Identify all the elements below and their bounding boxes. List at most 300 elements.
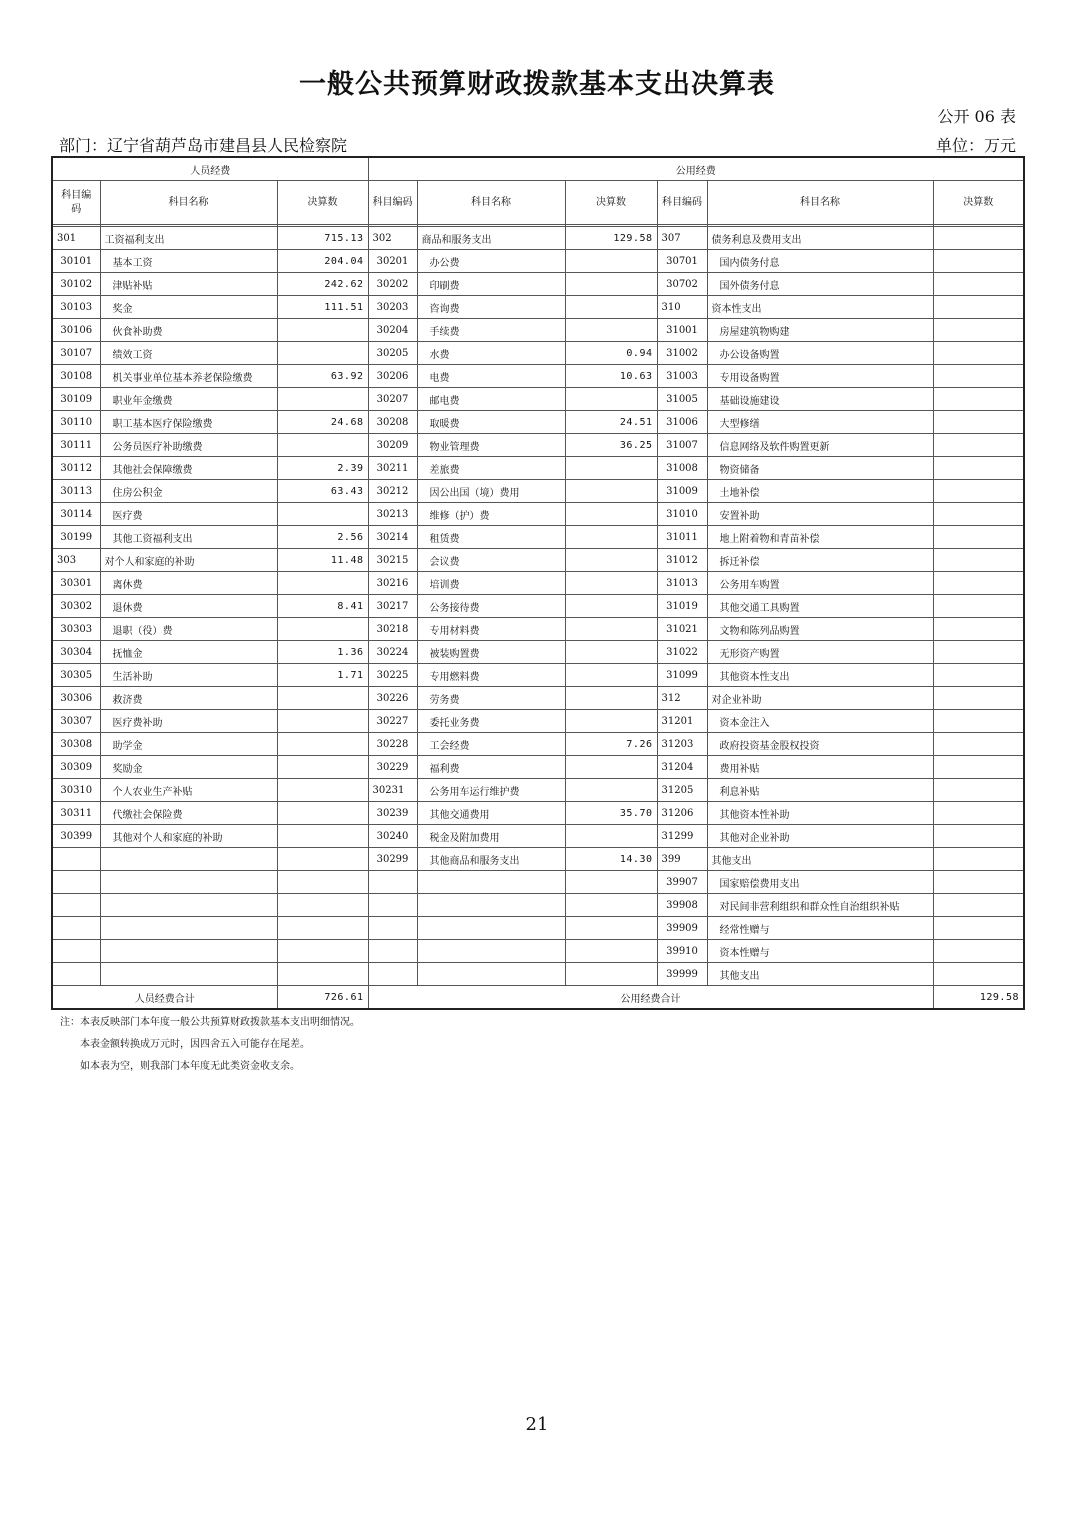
account-name-cell: 生活补助 <box>100 664 277 687</box>
table-row <box>52 894 1024 917</box>
account-name-cell: 福利费 <box>417 756 565 779</box>
account-name-cell <box>100 871 277 894</box>
amount-cell <box>933 365 1024 388</box>
amount-cell: 10.63 <box>565 365 657 388</box>
account-name-cell: 印刷费 <box>417 273 565 296</box>
account-name-cell: 奖金 <box>100 296 277 319</box>
account-code-cell: 30110 <box>52 411 100 434</box>
table-row <box>52 273 1024 296</box>
account-name-cell: 会议费 <box>417 549 565 572</box>
account-name-cell: 资本性赠与 <box>707 940 933 963</box>
account-name-cell: 土地补偿 <box>707 480 933 503</box>
note-line: 如本表为空，则我部门本年度无此类资金收支余。 <box>80 1061 300 1072</box>
account-name-cell: 安置补助 <box>707 503 933 526</box>
account-code-cell: 30205 <box>368 342 417 365</box>
table-row <box>52 756 1024 779</box>
account-name-cell: 其他商品和服务支出 <box>417 848 565 871</box>
amount-cell <box>933 388 1024 411</box>
amount-cell <box>565 664 657 687</box>
account-name-cell <box>417 917 565 940</box>
account-name-cell: 手续费 <box>417 319 565 342</box>
account-code-cell: 39909 <box>657 917 707 940</box>
amount-cell <box>933 641 1024 664</box>
amount-cell <box>933 917 1024 940</box>
account-code-cell: 30227 <box>368 710 417 733</box>
account-code-cell: 31206 <box>657 802 707 825</box>
account-name-cell <box>100 894 277 917</box>
table-row <box>52 710 1024 733</box>
account-code-cell: 30209 <box>368 434 417 457</box>
amount-cell: 715.13 <box>277 227 368 250</box>
account-name-cell: 水费 <box>417 342 565 365</box>
account-name-cell: 邮电费 <box>417 388 565 411</box>
table-row <box>52 825 1024 848</box>
amount-cell <box>277 503 368 526</box>
account-code-cell: 30240 <box>368 825 417 848</box>
account-name-cell: 其他交通工具购置 <box>707 595 933 618</box>
account-code-cell <box>368 917 417 940</box>
account-code-cell <box>52 963 100 986</box>
account-code-cell: 31003 <box>657 365 707 388</box>
amount-cell <box>565 779 657 802</box>
note-line: 本表金额转换成万元时，因四舍五入可能存在尾差。 <box>80 1039 310 1050</box>
account-code-cell <box>52 894 100 917</box>
amount-cell <box>933 664 1024 687</box>
amount-cell <box>277 848 368 871</box>
table-row <box>52 457 1024 480</box>
account-code-cell: 31007 <box>657 434 707 457</box>
account-name-cell: 债务利息及费用支出 <box>707 227 933 250</box>
account-code-cell <box>52 871 100 894</box>
header-amount: 决算数 <box>277 181 368 225</box>
account-code-cell: 30302 <box>52 595 100 618</box>
account-code-cell: 30226 <box>368 687 417 710</box>
amount-cell <box>933 411 1024 434</box>
account-code-cell: 30103 <box>52 296 100 319</box>
account-code-cell: 30311 <box>52 802 100 825</box>
account-code-cell: 30114 <box>52 503 100 526</box>
account-code-cell: 30229 <box>368 756 417 779</box>
amount-cell: 7.26 <box>565 733 657 756</box>
amount-cell <box>565 756 657 779</box>
account-name-cell: 国外债务付息 <box>707 273 933 296</box>
account-code-cell: 30306 <box>52 687 100 710</box>
table-row <box>52 802 1024 825</box>
table-row <box>52 227 1024 250</box>
account-code-cell: 30239 <box>368 802 417 825</box>
account-name-cell: 政府投资基金股权投资 <box>707 733 933 756</box>
page-title: 一般公共预算财政拨款基本支出决算表 <box>299 69 775 100</box>
account-code-cell: 30109 <box>52 388 100 411</box>
amount-cell <box>565 457 657 480</box>
amount-cell: 63.92 <box>277 365 368 388</box>
amount-cell: 11.48 <box>277 549 368 572</box>
amount-cell <box>933 756 1024 779</box>
account-code-cell <box>52 940 100 963</box>
amount-cell <box>277 779 368 802</box>
amount-cell <box>933 733 1024 756</box>
amount-cell: 2.39 <box>277 457 368 480</box>
account-name-cell: 办公费 <box>417 250 565 273</box>
amount-cell <box>933 480 1024 503</box>
public-total-label: 公用经费合计 <box>368 986 933 1010</box>
department-label: 部门：辽宁省葫芦岛市建昌县人民检察院 <box>59 136 348 155</box>
amount-cell <box>933 250 1024 273</box>
amount-cell <box>565 296 657 319</box>
account-code-cell: 30108 <box>52 365 100 388</box>
account-name-cell: 职工基本医疗保险缴费 <box>100 411 277 434</box>
table-row <box>52 848 1024 871</box>
account-code-cell: 31021 <box>657 618 707 641</box>
account-code-cell: 31204 <box>657 756 707 779</box>
amount-cell <box>565 618 657 641</box>
account-code-cell: 31299 <box>657 825 707 848</box>
account-code-cell: 30207 <box>368 388 417 411</box>
account-name-cell: 抚恤金 <box>100 641 277 664</box>
account-name-cell: 地上附着物和青苗补偿 <box>707 526 933 549</box>
amount-cell <box>933 342 1024 365</box>
personnel-total-label: 人员经费合计 <box>52 986 277 1010</box>
account-code-cell: 30304 <box>52 641 100 664</box>
account-code-cell: 30303 <box>52 618 100 641</box>
account-name-cell: 奖励金 <box>100 756 277 779</box>
amount-cell: 24.68 <box>277 411 368 434</box>
amount-cell: 36.25 <box>565 434 657 457</box>
account-name-cell: 物业管理费 <box>417 434 565 457</box>
amount-cell <box>933 825 1024 848</box>
account-name-cell: 其他交通费用 <box>417 802 565 825</box>
amount-cell <box>933 894 1024 917</box>
amount-cell: 2.56 <box>277 526 368 549</box>
account-name-cell: 离休费 <box>100 572 277 595</box>
account-code-cell: 31001 <box>657 319 707 342</box>
amount-cell <box>277 618 368 641</box>
account-name-cell <box>417 871 565 894</box>
amount-cell <box>565 549 657 572</box>
column-header-row <box>52 181 1024 225</box>
amount-cell <box>933 549 1024 572</box>
header-code: 科目编码 <box>657 181 707 225</box>
amount-cell <box>277 572 368 595</box>
amount-cell <box>933 296 1024 319</box>
account-code-cell: 31019 <box>657 595 707 618</box>
amount-cell <box>277 710 368 733</box>
account-code-cell: 30107 <box>52 342 100 365</box>
account-name-cell <box>100 848 277 871</box>
amount-cell <box>277 825 368 848</box>
amount-cell <box>565 963 657 986</box>
amount-cell <box>565 503 657 526</box>
account-code-cell: 31006 <box>657 411 707 434</box>
table-row <box>52 319 1024 342</box>
table-row <box>52 388 1024 411</box>
section-personnel: 人员经费 <box>52 157 368 181</box>
account-code-cell: 30113 <box>52 480 100 503</box>
account-code-cell: 30228 <box>368 733 417 756</box>
account-code-cell <box>368 871 417 894</box>
account-name-cell: 国家赔偿费用支出 <box>707 871 933 894</box>
account-name-cell: 基本工资 <box>100 250 277 273</box>
account-name-cell: 资本金注入 <box>707 710 933 733</box>
amount-cell <box>277 963 368 986</box>
table-row <box>52 733 1024 756</box>
account-code-cell: 30213 <box>368 503 417 526</box>
account-name-cell: 救济费 <box>100 687 277 710</box>
amount-cell <box>277 342 368 365</box>
amount-cell: 35.70 <box>565 802 657 825</box>
account-code-cell: 30111 <box>52 434 100 457</box>
account-code-cell: 30211 <box>368 457 417 480</box>
account-name-cell: 对民间非营利组织和群众性自治组织补贴 <box>707 894 933 917</box>
amount-cell: 111.51 <box>277 296 368 319</box>
account-code-cell <box>368 940 417 963</box>
account-name-cell: 专用材料费 <box>417 618 565 641</box>
account-code-cell: 31011 <box>657 526 707 549</box>
account-name-cell: 资本性支出 <box>707 296 933 319</box>
amount-cell <box>565 894 657 917</box>
account-code-cell: 30305 <box>52 664 100 687</box>
table-row <box>52 365 1024 388</box>
account-code-cell: 30203 <box>368 296 417 319</box>
account-code-cell: 310 <box>657 296 707 319</box>
account-code-cell <box>368 894 417 917</box>
account-name-cell: 劳务费 <box>417 687 565 710</box>
amount-cell: 14.30 <box>565 848 657 871</box>
account-code-cell: 30204 <box>368 319 417 342</box>
account-name-cell <box>100 917 277 940</box>
account-name-cell: 公务员医疗补助缴费 <box>100 434 277 457</box>
amount-cell: 242.62 <box>277 273 368 296</box>
account-name-cell: 取暖费 <box>417 411 565 434</box>
amount-cell <box>933 526 1024 549</box>
account-name-cell: 办公设备购置 <box>707 342 933 365</box>
amount-cell <box>565 641 657 664</box>
account-name-cell: 代缴社会保险费 <box>100 802 277 825</box>
amount-cell <box>933 595 1024 618</box>
account-name-cell: 维修（护）费 <box>417 503 565 526</box>
account-code-cell: 31203 <box>657 733 707 756</box>
account-name-cell: 公务用车购置 <box>707 572 933 595</box>
amount-cell <box>565 250 657 273</box>
amount-cell <box>277 756 368 779</box>
account-code-cell: 30208 <box>368 411 417 434</box>
account-code-cell: 30299 <box>368 848 417 871</box>
account-code-cell: 31201 <box>657 710 707 733</box>
account-name-cell: 专用设备购置 <box>707 365 933 388</box>
account-name-cell <box>100 963 277 986</box>
amount-cell: 8.41 <box>277 595 368 618</box>
account-name-cell: 对企业补助 <box>707 687 933 710</box>
account-code-cell <box>52 917 100 940</box>
amount-cell <box>933 963 1024 986</box>
account-name-cell: 伙食补助费 <box>100 319 277 342</box>
account-code-cell: 30206 <box>368 365 417 388</box>
account-name-cell: 拆迁补偿 <box>707 549 933 572</box>
amount-cell <box>565 480 657 503</box>
account-name-cell: 物资储备 <box>707 457 933 480</box>
amount-cell <box>933 457 1024 480</box>
account-name-cell <box>417 894 565 917</box>
account-code-cell: 30218 <box>368 618 417 641</box>
account-name-cell: 因公出国（境）费用 <box>417 480 565 503</box>
account-code-cell: 39999 <box>657 963 707 986</box>
header-name: 科目名称 <box>707 181 933 225</box>
account-name-cell: 个人农业生产补贴 <box>100 779 277 802</box>
account-code-cell: 30225 <box>368 664 417 687</box>
account-code-cell: 30201 <box>368 250 417 273</box>
account-name-cell: 其他支出 <box>707 963 933 986</box>
amount-cell <box>277 894 368 917</box>
amount-cell <box>933 871 1024 894</box>
amount-cell <box>933 687 1024 710</box>
account-code-cell: 30106 <box>52 319 100 342</box>
account-code-cell: 31010 <box>657 503 707 526</box>
amount-cell <box>565 526 657 549</box>
account-name-cell: 其他资本性支出 <box>707 664 933 687</box>
amount-cell <box>565 871 657 894</box>
table-row <box>52 917 1024 940</box>
account-code-cell: 307 <box>657 227 707 250</box>
table-row <box>52 618 1024 641</box>
account-name-cell: 助学金 <box>100 733 277 756</box>
header-name: 科目名称 <box>417 181 565 225</box>
notes <box>60 1012 360 1078</box>
account-name-cell: 被装购置费 <box>417 641 565 664</box>
header-code: 科目编码 <box>52 181 100 225</box>
amount-cell: 24.51 <box>565 411 657 434</box>
account-code-cell: 30102 <box>52 273 100 296</box>
account-code-cell: 39907 <box>657 871 707 894</box>
account-name-cell: 医疗费 <box>100 503 277 526</box>
account-code-cell: 312 <box>657 687 707 710</box>
table-row <box>52 526 1024 549</box>
header-code: 科目编码 <box>368 181 417 225</box>
account-code-cell: 30101 <box>52 250 100 273</box>
account-name-cell: 其他支出 <box>707 848 933 871</box>
amount-cell <box>565 825 657 848</box>
amount-cell <box>277 687 368 710</box>
amount-cell <box>565 917 657 940</box>
amount-cell: 0.94 <box>565 342 657 365</box>
account-name-cell: 无形资产购置 <box>707 641 933 664</box>
section-header-row <box>52 157 1024 181</box>
account-name-cell: 电费 <box>417 365 565 388</box>
account-code-cell: 30399 <box>52 825 100 848</box>
account-name-cell: 费用补贴 <box>707 756 933 779</box>
account-name-cell: 差旅费 <box>417 457 565 480</box>
amount-cell <box>565 319 657 342</box>
table-row <box>52 296 1024 319</box>
form-number: 公开 06 表 <box>937 107 1016 126</box>
account-name-cell: 公务用车运行维护费 <box>417 779 565 802</box>
amount-cell <box>277 319 368 342</box>
account-name-cell: 信息网络及软件购置更新 <box>707 434 933 457</box>
amount-cell <box>933 618 1024 641</box>
account-name-cell: 退休费 <box>100 595 277 618</box>
amount-cell <box>933 319 1024 342</box>
table-row <box>52 664 1024 687</box>
account-name-cell: 培训费 <box>417 572 565 595</box>
account-code-cell: 30301 <box>52 572 100 595</box>
account-code-cell: 30309 <box>52 756 100 779</box>
account-name-cell: 租赁费 <box>417 526 565 549</box>
account-code-cell: 301 <box>52 227 100 250</box>
amount-cell: 1.36 <box>277 641 368 664</box>
amount-cell: 204.04 <box>277 250 368 273</box>
account-name-cell: 工资福利支出 <box>100 227 277 250</box>
account-name-cell: 商品和服务支出 <box>417 227 565 250</box>
account-name-cell: 基础设施建设 <box>707 388 933 411</box>
account-code-cell: 30307 <box>52 710 100 733</box>
account-code-cell: 302 <box>368 227 417 250</box>
public-total-value: 129.58 <box>933 986 1024 1010</box>
header-amount: 决算数 <box>933 181 1024 225</box>
account-name-cell: 文物和陈列品购置 <box>707 618 933 641</box>
account-code-cell: 31099 <box>657 664 707 687</box>
amount-cell: 63.43 <box>277 480 368 503</box>
amount-cell <box>277 802 368 825</box>
account-code-cell: 31022 <box>657 641 707 664</box>
account-name-cell: 咨询费 <box>417 296 565 319</box>
account-name-cell: 其他对企业补助 <box>707 825 933 848</box>
account-code-cell <box>368 963 417 986</box>
account-code-cell: 39908 <box>657 894 707 917</box>
amount-cell <box>933 848 1024 871</box>
account-code-cell: 303 <box>52 549 100 572</box>
account-code-cell: 30310 <box>52 779 100 802</box>
account-name-cell <box>100 940 277 963</box>
amount-cell <box>565 595 657 618</box>
account-code-cell: 30231 <box>368 779 417 802</box>
account-name-cell: 对个人和家庭的补助 <box>100 549 277 572</box>
account-code-cell: 30112 <box>52 457 100 480</box>
amount-cell <box>277 434 368 457</box>
amount-cell <box>277 388 368 411</box>
table-row <box>52 250 1024 273</box>
amount-cell <box>565 388 657 411</box>
table-row <box>52 411 1024 434</box>
account-code-cell: 30308 <box>52 733 100 756</box>
account-code-cell: 30702 <box>657 273 707 296</box>
account-name-cell: 职业年金缴费 <box>100 388 277 411</box>
amount-cell: 1.71 <box>277 664 368 687</box>
amount-cell <box>277 940 368 963</box>
amount-cell <box>565 940 657 963</box>
account-code-cell: 31205 <box>657 779 707 802</box>
page-number: 21 <box>525 1414 549 1435</box>
table-row <box>52 549 1024 572</box>
account-name-cell: 专用燃料费 <box>417 664 565 687</box>
table-row <box>52 342 1024 365</box>
account-name-cell: 其他工资福利支出 <box>100 526 277 549</box>
section-public: 公用经费 <box>368 157 1024 181</box>
amount-cell <box>565 273 657 296</box>
account-name-cell: 工会经费 <box>417 733 565 756</box>
account-code-cell: 30701 <box>657 250 707 273</box>
account-name-cell: 房屋建筑物购建 <box>707 319 933 342</box>
account-code-cell: 31009 <box>657 480 707 503</box>
account-name-cell: 国内债务付息 <box>707 250 933 273</box>
amount-cell <box>933 434 1024 457</box>
account-name-cell <box>417 940 565 963</box>
personnel-total-value: 726.61 <box>277 986 368 1010</box>
amount-cell <box>933 572 1024 595</box>
account-name-cell <box>417 963 565 986</box>
totals-row <box>52 986 1024 1010</box>
account-name-cell: 其他资本性补助 <box>707 802 933 825</box>
account-name-cell: 大型修缮 <box>707 411 933 434</box>
account-name-cell: 经常性赠与 <box>707 917 933 940</box>
